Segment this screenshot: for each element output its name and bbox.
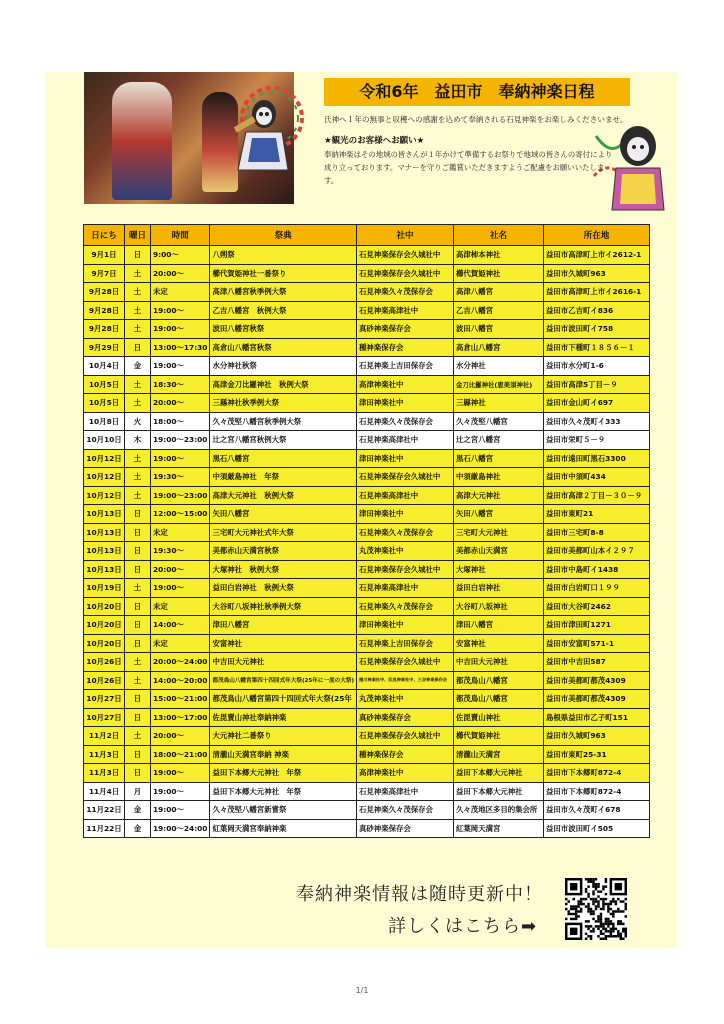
cell-troupe: 高津神楽社中 xyxy=(357,764,454,783)
cell-day: 土 xyxy=(125,579,151,598)
cell-day: 土 xyxy=(125,301,151,320)
cell-troupe: 石見神楽久々茂保存会 xyxy=(357,412,454,431)
cell-shrine: 久々茂堅八幡宮 xyxy=(454,412,544,431)
cell-troupe: 石見神楽高津社中 xyxy=(357,579,454,598)
cell-time: 18:00～21:00 xyxy=(151,745,210,764)
cell-date: 11月3日 xyxy=(84,764,125,783)
cell-troupe: 週川神楽社中、匹見神楽社中、三谷神楽保存会 xyxy=(357,671,454,690)
cell-festival: 三宅町大元神社式年大祭 xyxy=(210,523,357,542)
cell-festival: 清瀧山天満宮奉納 神楽 xyxy=(210,745,357,764)
cell-day: 土 xyxy=(125,671,151,690)
cell-date: 10月12日 xyxy=(84,486,125,505)
cell-festival: 八朔祭 xyxy=(210,246,357,265)
header-troupe: 社中 xyxy=(357,225,454,246)
cell-shrine: 益田白岩神社 xyxy=(454,579,544,598)
cell-troupe: 石見神楽保存会久城社中 xyxy=(357,468,454,487)
table-row xyxy=(84,468,650,487)
cell-shrine: 都茂鳥山八幡宮 xyxy=(454,690,544,709)
cell-date: 9月28日 xyxy=(84,283,125,302)
cell-address: 益田市遠田町黒石3300 xyxy=(544,449,650,468)
cell-festival: 安富神社 xyxy=(210,634,357,653)
cell-date: 10月12日 xyxy=(84,468,125,487)
cell-time: 未定 xyxy=(151,283,210,302)
cell-day: 金 xyxy=(125,801,151,820)
cell-time: 19:00～23:00 xyxy=(151,431,210,450)
cell-address: 益田市美都町山本イ２９７ xyxy=(544,542,650,561)
cell-shrine: 久々茂地区多目的集会所 xyxy=(454,801,544,820)
cell-troupe: 石見神楽上吉田保存会 xyxy=(357,634,454,653)
table-row xyxy=(84,690,650,709)
cell-time: 19:00～ xyxy=(151,357,210,376)
cell-time: 13:00～17:00 xyxy=(151,708,210,727)
cell-time: 20:00～24:00 xyxy=(151,653,210,672)
cell-day: 日 xyxy=(125,560,151,579)
table-row xyxy=(84,671,650,690)
cell-date: 9月1日 xyxy=(84,246,125,265)
cell-day: 木 xyxy=(125,431,151,450)
header-time: 時間 xyxy=(151,225,210,246)
cell-troupe: 種神楽保存会 xyxy=(357,338,454,357)
table-row xyxy=(84,357,650,376)
cell-festival: 益田下本郷大元神社 年祭 xyxy=(210,782,357,801)
table-row xyxy=(84,523,650,542)
cell-shrine: 三縣神社 xyxy=(454,394,544,413)
cell-festival: 高津金刀比羅神社 秋例大祭 xyxy=(210,375,357,394)
cell-troupe: 高津神楽社中 xyxy=(357,375,454,394)
cell-day: 土 xyxy=(125,375,151,394)
cell-day: 土 xyxy=(125,283,151,302)
table-row xyxy=(84,708,650,727)
cell-time: 未定 xyxy=(151,634,210,653)
cell-address: 益田市東町21 xyxy=(544,505,650,524)
cell-festival: 大谷町八坂神社秋季例大祭 xyxy=(210,597,357,616)
cell-address: 益田市美都町都茂4309 xyxy=(544,671,650,690)
cell-shrine: 黒石八幡宮 xyxy=(454,449,544,468)
table-row xyxy=(84,375,650,394)
cell-festival: 高倉山八幡宮秋祭 xyxy=(210,338,357,357)
cell-date: 11月4日 xyxy=(84,782,125,801)
table-row xyxy=(84,412,650,431)
cell-address: 益田市東町25-31 xyxy=(544,745,650,764)
cell-time: 未定 xyxy=(151,523,210,542)
cell-shrine: 波田八幡宮 xyxy=(454,320,544,339)
table-row xyxy=(84,320,650,339)
table-body xyxy=(84,246,650,838)
cell-time: 15:00～21:00 xyxy=(151,690,210,709)
table-row xyxy=(84,338,650,357)
cell-date: 10月13日 xyxy=(84,505,125,524)
update-notice: 奉納神楽情報は随時更新中！ xyxy=(296,884,543,905)
cell-day: 日 xyxy=(125,634,151,653)
cell-address: 益田市金山町イ697 xyxy=(544,394,650,413)
cell-address: 益田市久々茂町イ333 xyxy=(544,412,650,431)
cell-shrine: 三宅町大元神社 xyxy=(454,523,544,542)
cell-address: 益田市水分町1-6 xyxy=(544,357,650,376)
cell-troupe: 石見神楽保存会久城社中 xyxy=(357,264,454,283)
cell-time: 未定 xyxy=(151,597,210,616)
cell-time: 18:30～ xyxy=(151,375,210,394)
table-row xyxy=(84,764,650,783)
cell-troupe: 津田神楽社中 xyxy=(357,394,454,413)
cell-time: 19:00～24:00 xyxy=(151,819,210,838)
page-number: 1/1 xyxy=(355,986,369,995)
dancer-figure-left xyxy=(112,82,172,200)
cell-shrine: 紅葉岡天満宮 xyxy=(454,819,544,838)
table-row xyxy=(84,597,650,616)
table-row xyxy=(84,264,650,283)
table-row xyxy=(84,653,650,672)
cell-troupe: 石見神楽保存会久城社中 xyxy=(357,727,454,746)
cell-troupe: 石見神楽高津社中 xyxy=(357,782,454,801)
cell-festival: 都茂鳥山八幡宮第四十四回式年大祭(25年に一度の大祭) xyxy=(210,671,357,690)
intro-text: 氏神へ１年の無事と収穫への感謝を込めて奉納される石見神楽をお楽しみくださいませ。 xyxy=(324,115,628,124)
cell-troupe: 石見神楽上吉田保存会 xyxy=(357,357,454,376)
cell-troupe: 石見神楽久々茂保存会 xyxy=(357,597,454,616)
cell-time: 20:00～ xyxy=(151,560,210,579)
cell-festival: 大塚神社 秋例大祭 xyxy=(210,560,357,579)
cell-day: 金 xyxy=(125,819,151,838)
cell-shrine: 高津大元神社 xyxy=(454,486,544,505)
cell-day: 土 xyxy=(125,449,151,468)
cell-day: 日 xyxy=(125,708,151,727)
cell-date: 11月22日 xyxy=(84,819,125,838)
cell-festival: 佐毘賣山神社奉納神楽 xyxy=(210,708,357,727)
cell-address: 益田市波田町イ758 xyxy=(544,320,650,339)
cell-troupe: 石見神楽高津社中 xyxy=(357,301,454,320)
cell-troupe: 石見神楽保存会久城社中 xyxy=(357,653,454,672)
cell-shrine: 櫛代賀姫神社 xyxy=(454,264,544,283)
cell-date: 10月20日 xyxy=(84,634,125,653)
table-row xyxy=(84,486,650,505)
cell-day: 土 xyxy=(125,468,151,487)
cell-festival: 三縣神社秋季例大祭 xyxy=(210,394,357,413)
cell-time: 20:00～ xyxy=(151,394,210,413)
cell-troupe: 石見神楽久々茂保存会 xyxy=(357,523,454,542)
cell-shrine: 金刀比羅神社(恵美須神社) xyxy=(454,375,544,394)
cell-date: 11月3日 xyxy=(84,745,125,764)
cell-festival: 紅葉岡天満宮奉納神楽 xyxy=(210,819,357,838)
cell-festival: 久々茂堅八幡宮秋季例大祭 xyxy=(210,412,357,431)
cell-date: 10月5日 xyxy=(84,375,125,394)
cell-troupe: 丸茂神楽社中 xyxy=(357,690,454,709)
cell-address: 益田市高津町上市イ2612-1 xyxy=(544,246,650,265)
cell-day: 土 xyxy=(125,264,151,283)
table-row xyxy=(84,745,650,764)
cell-address: 益田市中島町イ1438 xyxy=(544,560,650,579)
cell-time: 12:00～15:00 xyxy=(151,505,210,524)
cell-address: 益田市高津２丁目－３０－９ xyxy=(544,486,650,505)
cell-shrine: 津田八幡宮 xyxy=(454,616,544,635)
cell-address: 益田市白岩町口１９９ xyxy=(544,579,650,598)
cell-address: 益田市久々茂町イ678 xyxy=(544,801,650,820)
cell-shrine: 高津柿本神社 xyxy=(454,246,544,265)
cell-troupe: 丸茂神楽社中 xyxy=(357,542,454,561)
cell-troupe: 種神楽保存会 xyxy=(357,745,454,764)
cell-date: 10月13日 xyxy=(84,560,125,579)
cell-address: 益田市下本郷町872-4 xyxy=(544,764,650,783)
cell-shrine: 高津八幡宮 xyxy=(454,283,544,302)
cell-shrine: 櫛代賀姫神社 xyxy=(454,727,544,746)
cell-date: 9月28日 xyxy=(84,301,125,320)
cell-date: 10月13日 xyxy=(84,523,125,542)
cell-time: 20:00～ xyxy=(151,727,210,746)
cell-troupe: 真砂神楽保存会 xyxy=(357,320,454,339)
cell-address: 益田市久城町963 xyxy=(544,727,650,746)
cell-time: 19:00～ xyxy=(151,320,210,339)
cell-address: 島根県益田市乙子町151 xyxy=(544,708,650,727)
cell-troupe: 津田神楽社中 xyxy=(357,505,454,524)
cell-day: 土 xyxy=(125,320,151,339)
cell-date: 10月8日 xyxy=(84,412,125,431)
cell-festival: 中吉田大元神社 xyxy=(210,653,357,672)
cell-address: 益田市美都町都茂4309 xyxy=(544,690,650,709)
table-row xyxy=(84,394,650,413)
table-row xyxy=(84,819,650,838)
cell-date: 10月27日 xyxy=(84,690,125,709)
cell-date: 9月28日 xyxy=(84,320,125,339)
cell-troupe: 石見神楽久々茂保存会 xyxy=(357,801,454,820)
cell-festival: 中須厳島神社 年祭 xyxy=(210,468,357,487)
table-row xyxy=(84,727,650,746)
cell-festival: 津田八幡宮 xyxy=(210,616,357,635)
cell-festival: 高津八幡宮秋季例大祭 xyxy=(210,283,357,302)
header-date: 日にち xyxy=(84,225,125,246)
cell-date: 9月7日 xyxy=(84,264,125,283)
notice-text: 奉納神楽はその地域の皆さんが１年かけて準備するお祭りで地域の皆さんの寄付により成り立っております。マナーを守りご鑑賞いただきますようご配慮をお願いいたします。 xyxy=(324,150,613,185)
cell-time: 9:00～ xyxy=(151,246,210,265)
cell-date: 10月4日 xyxy=(84,357,125,376)
table-row xyxy=(84,283,650,302)
table-header-row xyxy=(84,225,650,246)
cell-day: 日 xyxy=(125,597,151,616)
cell-time: 20:00～ xyxy=(151,264,210,283)
table-row xyxy=(84,301,650,320)
cell-festival: 都茂鳥山八幡宮第四十四回式年大祭(25年 xyxy=(210,690,357,709)
cell-date: 10月13日 xyxy=(84,542,125,561)
table-row xyxy=(84,431,650,450)
cell-shrine: 高倉山八幡宮 xyxy=(454,338,544,357)
cell-shrine: 佐毘賣山神社 xyxy=(454,708,544,727)
cell-time: 19:00～ xyxy=(151,764,210,783)
cell-day: 火 xyxy=(125,412,151,431)
table-row xyxy=(84,505,650,524)
page-title: 令和6年 益田市 奉納神楽日程 xyxy=(359,82,595,101)
cell-time: 14:00～ xyxy=(151,616,210,635)
table-row xyxy=(84,579,650,598)
cell-date: 11月22日 xyxy=(84,801,125,820)
cell-festival: 辻之宮八幡宮秋例大祭 xyxy=(210,431,357,450)
table-row xyxy=(84,246,650,265)
cell-address: 益田市津田町1271 xyxy=(544,616,650,635)
cell-address: 益田市高津5丁目－９ xyxy=(544,375,650,394)
kagura-mask-illustration-left xyxy=(224,82,308,174)
cell-festival: 大元神社二番祭り xyxy=(210,727,357,746)
qr-code[interactable] xyxy=(565,878,627,940)
cell-time: 19:00～23:00 xyxy=(151,486,210,505)
header-shrine: 社名 xyxy=(454,225,544,246)
schedule-table xyxy=(83,224,650,838)
cell-time: 18:00～ xyxy=(151,412,210,431)
cell-shrine: 都茂鳥山八幡宮 xyxy=(454,671,544,690)
cell-shrine: 辻之宮八幡宮 xyxy=(454,431,544,450)
cell-day: 日 xyxy=(125,523,151,542)
cell-date: 11月2日 xyxy=(84,727,125,746)
cell-address: 益田市大谷町2462 xyxy=(544,597,650,616)
cell-time: 19:00～ xyxy=(151,801,210,820)
cell-day: 日 xyxy=(125,338,151,357)
cell-day: 金 xyxy=(125,357,151,376)
cell-date: 10月27日 xyxy=(84,708,125,727)
cell-shrine: 水分神社 xyxy=(454,357,544,376)
cell-troupe: 真砂神楽保存会 xyxy=(357,708,454,727)
cell-day: 土 xyxy=(125,727,151,746)
notice-heading: ★観光のお客様へお願い★ xyxy=(324,136,425,146)
cell-date: 10月10日 xyxy=(84,431,125,450)
cell-time: 19:00～ xyxy=(151,579,210,598)
cell-address: 益田市下本郷町872-4 xyxy=(544,782,650,801)
cell-address: 益田市久城町963 xyxy=(544,264,650,283)
table-row xyxy=(84,801,650,820)
cell-troupe: 石見神楽高津社中 xyxy=(357,431,454,450)
cell-address: 益田市三宅町8-8 xyxy=(544,523,650,542)
cell-troupe: 石見神楽保存会久城社中 xyxy=(357,560,454,579)
cell-shrine: 益田下本郷大元神社 xyxy=(454,782,544,801)
cell-shrine: 矢田八幡宮 xyxy=(454,505,544,524)
cell-day: 月 xyxy=(125,782,151,801)
cell-shrine: 乙吉八幡宮 xyxy=(454,301,544,320)
cell-festival: 久々茂堅八幡宮新嘗祭 xyxy=(210,801,357,820)
cell-day: 日 xyxy=(125,764,151,783)
cell-day: 日 xyxy=(125,745,151,764)
title-banner xyxy=(324,78,630,106)
cell-day: 日 xyxy=(125,616,151,635)
cell-address: 益田市下種町１８５６－１ xyxy=(544,338,650,357)
cell-time: 19:30～ xyxy=(151,542,210,561)
cell-address: 益田市中須町434 xyxy=(544,468,650,487)
cell-shrine: 大塚神社 xyxy=(454,560,544,579)
cell-festival: 益田白岩神社 秋例大祭 xyxy=(210,579,357,598)
cell-shrine: 大谷町八坂神社 xyxy=(454,597,544,616)
table-row xyxy=(84,616,650,635)
cell-day: 土 xyxy=(125,653,151,672)
cell-troupe: 津田神楽社中 xyxy=(357,616,454,635)
cell-date: 10月20日 xyxy=(84,597,125,616)
header-day: 曜日 xyxy=(125,225,151,246)
header-festival: 祭典 xyxy=(210,225,357,246)
cell-time: 19:00～ xyxy=(151,782,210,801)
cell-day: 日 xyxy=(125,505,151,524)
cell-shrine: 安富神社 xyxy=(454,634,544,653)
cell-festival: 波田八幡宮秋祭 xyxy=(210,320,357,339)
cell-address: 益田市乙吉町イ836 xyxy=(544,301,650,320)
cell-time: 19:00～ xyxy=(151,301,210,320)
cell-shrine: 美都赤山天満宮 xyxy=(454,542,544,561)
cell-troupe: 石見神楽保存会久城社中 xyxy=(357,246,454,265)
cell-time: 19:00～ xyxy=(151,449,210,468)
table-row xyxy=(84,782,650,801)
cell-date: 10月12日 xyxy=(84,449,125,468)
cell-time: 14:00～20:00 xyxy=(151,671,210,690)
cell-day: 日 xyxy=(125,246,151,265)
cell-troupe: 真砂神楽保存会 xyxy=(357,819,454,838)
cell-date: 10月26日 xyxy=(84,653,125,672)
cell-day: 土 xyxy=(125,394,151,413)
cell-date: 10月20日 xyxy=(84,616,125,635)
cell-troupe: 石見神楽高津社中 xyxy=(357,486,454,505)
cell-address: 益田市波田町イ505 xyxy=(544,819,650,838)
cell-date: 10月26日 xyxy=(84,671,125,690)
cell-shrine: 益田下本郷大元神社 xyxy=(454,764,544,783)
cell-troupe: 石見神楽久々茂保存会 xyxy=(357,283,454,302)
cell-day: 土 xyxy=(125,486,151,505)
table-row xyxy=(84,449,650,468)
cell-festival: 水分神社秋祭 xyxy=(210,357,357,376)
cell-festival: 矢田八幡宮 xyxy=(210,505,357,524)
table-row xyxy=(84,560,650,579)
cell-festival: 櫛代賀姫神社一番祭り xyxy=(210,264,357,283)
cell-day: 日 xyxy=(125,542,151,561)
cell-address: 益田市栄町５－９ xyxy=(544,431,650,450)
header-address: 所在地 xyxy=(544,225,650,246)
cell-festival: 乙吉八幡宮 秋例大祭 xyxy=(210,301,357,320)
cell-address: 益田市中吉田587 xyxy=(544,653,650,672)
cell-festival: 益田下本郷大元神社 年祭 xyxy=(210,764,357,783)
table-row xyxy=(84,634,650,653)
cell-address: 益田市高津町上市イ2616-1 xyxy=(544,283,650,302)
cell-festival: 黒石八幡宮 xyxy=(210,449,357,468)
cell-day: 日 xyxy=(125,690,151,709)
cell-festival: 高津大元神社 秋例大祭 xyxy=(210,486,357,505)
cell-shrine: 清瀧山天満宮 xyxy=(454,745,544,764)
cell-date: 10月19日 xyxy=(84,579,125,598)
cell-date: 10月5日 xyxy=(84,394,125,413)
cell-time: 13:00～17:30 xyxy=(151,338,210,357)
cell-shrine: 中吉田大元神社 xyxy=(454,653,544,672)
cell-date: 9月29日 xyxy=(84,338,125,357)
cell-time: 19:30～ xyxy=(151,468,210,487)
cell-festival: 美都赤山天満宮秋祭 xyxy=(210,542,357,561)
table-row xyxy=(84,542,650,561)
cell-shrine: 中須厳島神社 xyxy=(454,468,544,487)
cell-address: 益田市安富町571-1 xyxy=(544,634,650,653)
cell-troupe: 津田神楽社中 xyxy=(357,449,454,468)
more-info-link[interactable]: 詳しくはこちら➡ xyxy=(388,916,538,937)
